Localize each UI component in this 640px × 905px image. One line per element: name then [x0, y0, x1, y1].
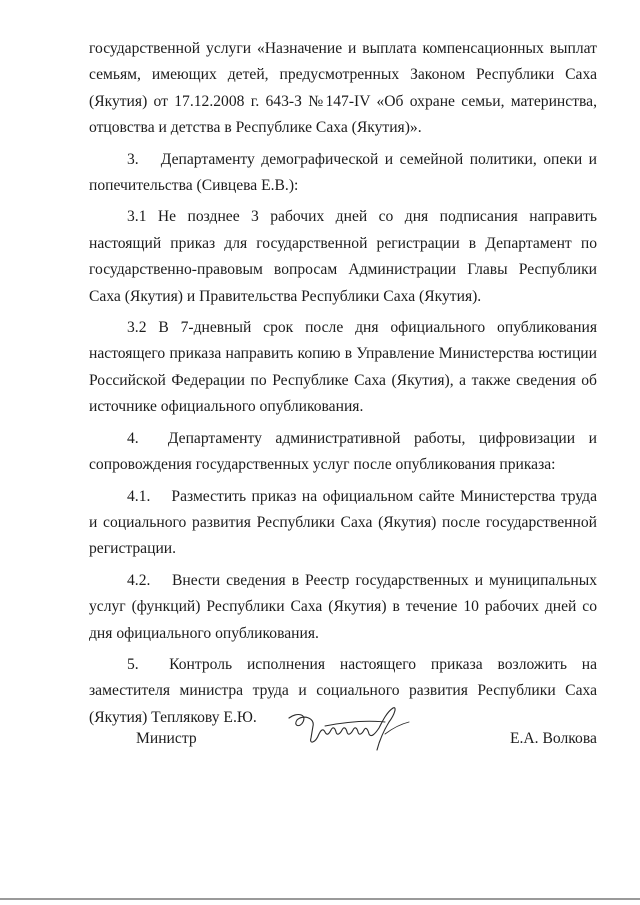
page-bottom-edge	[0, 898, 640, 900]
paragraph-item-3-2: 3.2 В 7-дневный срок после дня официального опубликования настоящего приказа направить копию в Управление Министерства юстиции Российской Федерации по Республике Саха (Якутия), а также сведения об источнике официального опубликования.	[89, 319, 597, 416]
paragraph-item-3: 3. Департаменту демографической и семейной политики, опеки и попечительства (Сивцева Е.В.):	[89, 150, 597, 195]
signatory-title: Министр	[136, 730, 197, 747]
signature-block	[0, 700, 640, 780]
signatory-name: Е.А. Волкова	[510, 730, 597, 747]
paragraph-item-3-1: 3.1 Не позднее 3 рабочих дней со дня подписания направить настоящий приказ для государственной регистрации в Департамент по государственно-правовым вопросам Администрации Главы Республики Саха (Якутия) и Правительства Республики Саха (Якутия).	[89, 208, 597, 305]
handwritten-signature	[285, 704, 415, 756]
paragraph-item-4-2: 4.2. Внести сведения в Реестр государственных и муниципальных услуг (функций) Республики Саха (Якутия) в течение 10 рабочих дней со дня официального опубликования.	[89, 571, 597, 642]
paragraph-item-5: 5. Контроль исполнения настоящего приказа возложить на заместителя министра труда и социального развития Республики Саха (Якутия) Теплякову Е.Ю.	[89, 655, 597, 726]
paragraph-item-4: 4. Департаменту административной работы, цифровизации и сопровождения государственных услуг после опубликования приказа:	[89, 429, 597, 474]
paragraph-item-4-1: 4.1. Разместить приказ на официальном сайте Министерства труда и социального развития Республики Саха (Якутия) после государственной регистрации.	[89, 487, 597, 558]
document-body	[89, 36, 597, 736]
paragraph-intro-continuation: государственной услуги «Назначение и выплата компенсационных выплат семьям, имеющих детей, предусмотренных Законом Республики Саха (Якутия) от 17.12.2008 г. 643-З №147-IV «Об охране семьи, материнства, отцовства и детства в Республике Саха (Якутия)».	[89, 40, 597, 137]
